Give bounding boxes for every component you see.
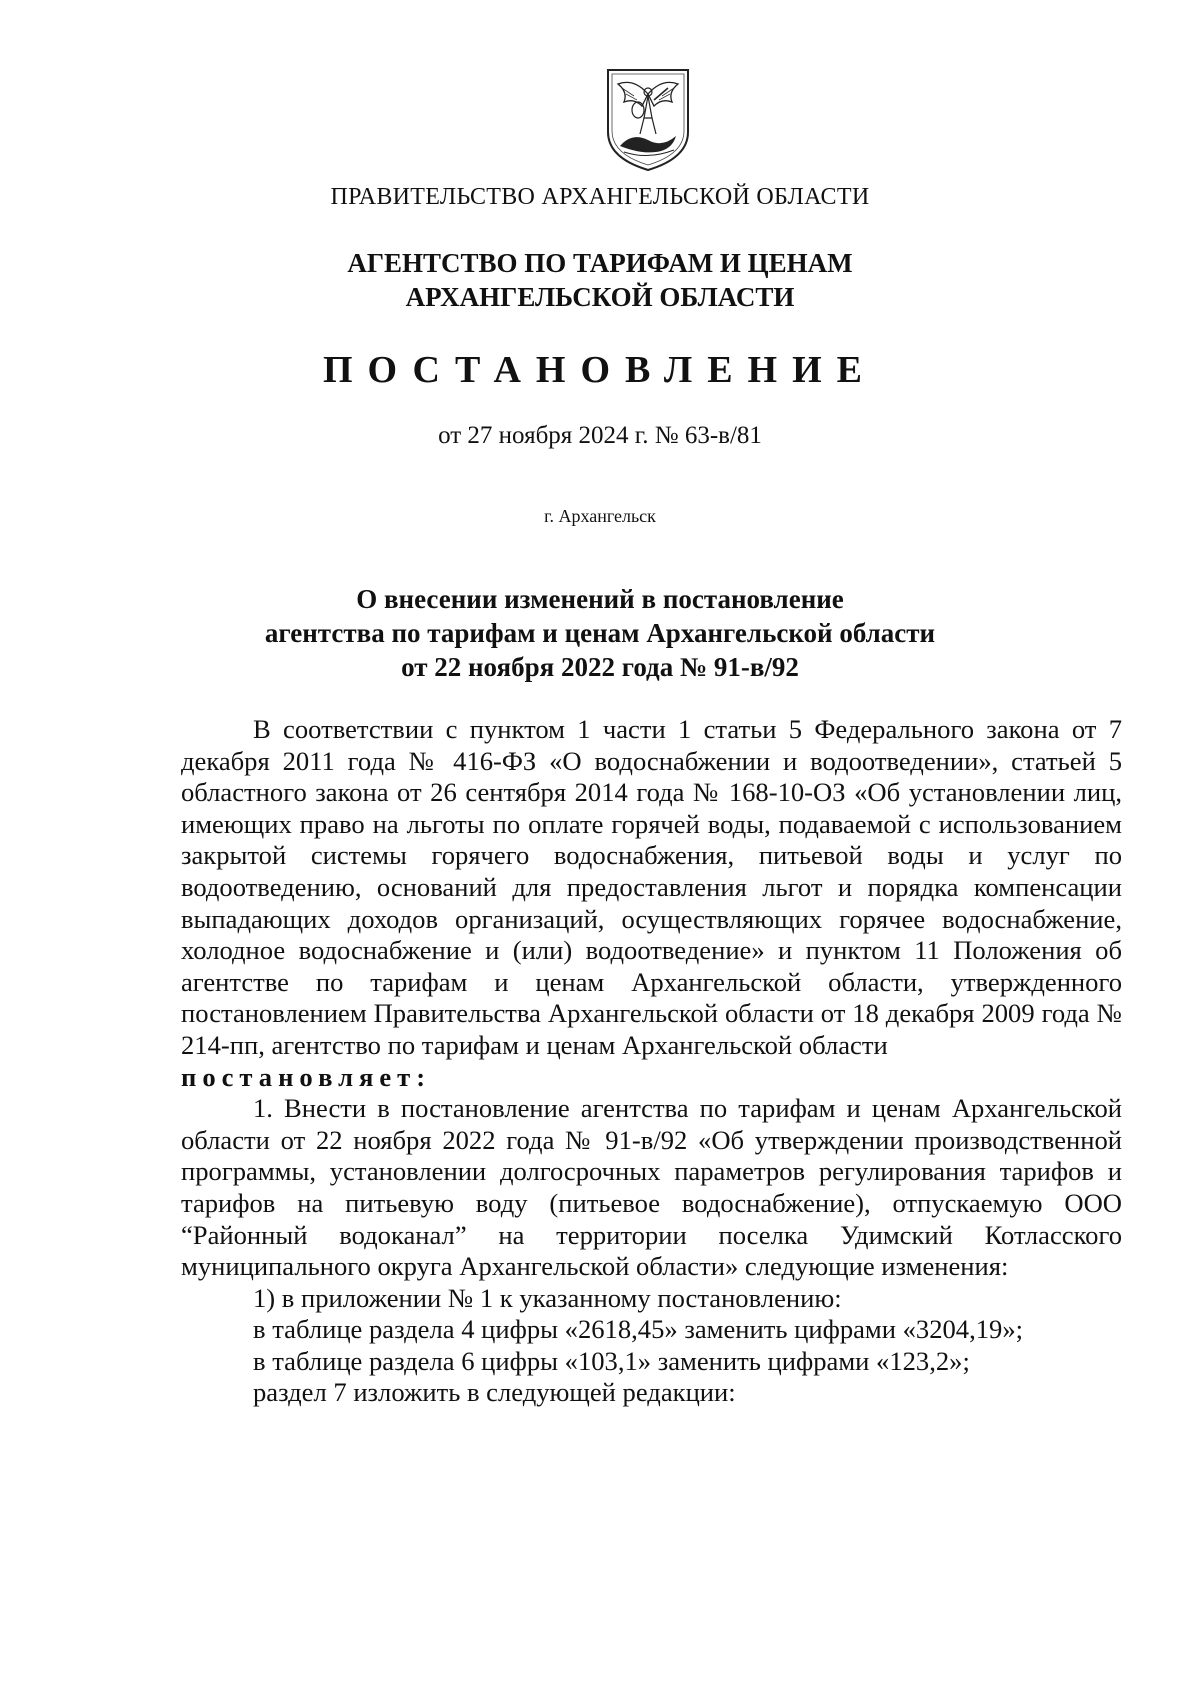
preamble-paragraph: В соответствии с пунктом 1 части 1 статьи 5 Федерального закона от 7 декабря 2011 года № 416-ФЗ «О водоснабжении и водоотведении», статьей 5 областного закона от 26 сентября 2014 года № 168-10-ОЗ «Об установлении лиц, имеющих право на льготы по оплате горячей воды, подаваемой с использованием закрытой системы горячего водоснабжения, питьевой воды и услуг по водоотведению, оснований для предоставления льгот и порядка компенсации выпадающих доходов организаций, осуществляющих горячее водоснабжение, холодное водоснабжение и (или) водоотведение» и пунктом 11 Положения об агентстве по тарифам и ценам Архангельской области, утвержденного постановлением Правительства Архангельской области от 18 декабря 2009 года № 214-пп, агентство по тарифам и ценам Архангельской области bbox=[181, 714, 1122, 1060]
document-number: от 27 ноября 2024 г. № 63-в/81 bbox=[438, 422, 762, 449]
coat-of-arms-icon bbox=[604, 66, 692, 172]
agency-line-1: АГЕНТСТВО ПО ТАРИФАМ И ЦЕНАМ bbox=[347, 248, 853, 278]
subject-line-3: от 22 ноября 2022 года № 91-в/92 bbox=[401, 652, 799, 682]
change-1: в таблице раздела 4 цифры «2618,45» заменить цифрами «3204,19»; bbox=[253, 1314, 1024, 1345]
item-1-paragraph: 1. Внести в постановление агентства по тарифам и ценам Архангельской области от 22 ноября 2022 года № 91-в/92 «Об утверждении производственной программы, установлении долгосрочных параметров регулирования тарифов и тарифов на питьевую воду (питьевое водоснабжение), отпускаемую ООО “Районный водоканал” на территории поселка Удимский Котласского муниципального округа Архангельской области» следующие изменения: bbox=[181, 1093, 1122, 1282]
change-2: в таблице раздела 6 цифры «103,1» заменить цифрами «123,2»; bbox=[253, 1345, 970, 1376]
resolves-keyword: постановляет: bbox=[181, 1061, 432, 1092]
document-body bbox=[181, 714, 1122, 1409]
agency-name bbox=[0, 246, 1200, 314]
subject-line-1: О внесении изменений в постановление bbox=[356, 584, 844, 614]
document-subject bbox=[0, 582, 1200, 684]
subitem-1: 1) в приложении № 1 к указанному постановлению: bbox=[253, 1282, 842, 1313]
change-3: раздел 7 изложить в следующей редакции: bbox=[253, 1377, 736, 1408]
government-name: ПРАВИТЕЛЬСТВО АРХАНГЕЛЬСКОЙ ОБЛАСТИ bbox=[330, 184, 870, 210]
document-type: ПОСТАНОВЛЕНИЕ bbox=[322, 349, 878, 391]
subject-line-2: агентства по тарифам и ценам Архангельской области bbox=[264, 618, 936, 648]
document-city: г. Архангельск bbox=[544, 506, 656, 526]
agency-line-2: АРХАНГЕЛЬСКОЙ ОБЛАСТИ bbox=[405, 282, 795, 312]
